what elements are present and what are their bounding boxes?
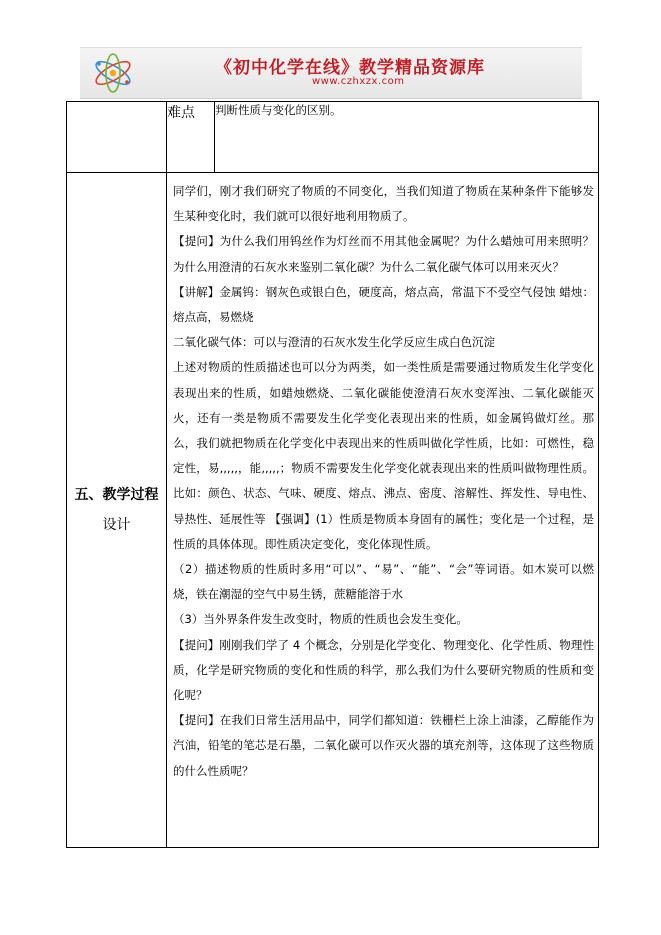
teaching-process-row	[67, 173, 599, 848]
atom-orbit-logo-icon	[90, 50, 136, 96]
lesson-plan-table	[66, 101, 599, 848]
paragraph-intro: 同学们，刚才我们研究了物质的不同变化，当我们知道了物质在某种条件下能够发生某种变化时，我们就可以很好地利用物质了。	[173, 184, 594, 224]
section-label	[67, 173, 167, 848]
header-banner	[80, 47, 582, 99]
teaching-content	[167, 173, 599, 848]
paragraph-point-3: （3）当外界条件发生改变时，物质的性质也会发生变化。	[173, 612, 468, 627]
paragraph-question-3: 【提问】在我们日常生活用品中，同学们都知道：铁栅栏上涂上油漆，乙醇能作为汽油，铅笔的笔芯是石墨，二氧化碳可以作灭火器的填充剂等，这体现了这些物质的什么性质呢？	[173, 713, 594, 778]
difficulty-label: 难点	[167, 102, 215, 173]
difficulty-text: 判断性质与变化的区别。	[215, 102, 599, 173]
paragraph-point-2: （2）描述物质的性质时多用“可以”、“易”、“能”、“会”等词语。如木炭可以燃烧，铁在潮湿的空气中易生锈，蔗糖能溶于水	[173, 562, 594, 602]
site-title: 《初中化学在线》教学精品资源库	[215, 58, 485, 78]
section-label-line2: 设计	[102, 517, 131, 533]
paragraph-explain: 【讲解】金属钨：钢灰色或银白色，硬度高，熔点高，常温下不受空气侵蚀 蜡烛：熔点高，易燃烧	[173, 284, 594, 325]
paragraph-properties: 上述对物质的性质描述也可以分为两类，如一类性质是需要通过物质发生化学变化表现出来的性质，如蜡烛燃烧、二氧化碳能使澄清石灰水变浑浊、二氧化碳能灭火，还有一类是物质不需要发生化学变化表现出来的性质，如金属钨做灯丝。那么，我们就把物质在化学变化中表现出来的性质叫做化学性质，比如：可燃性，稳定性，易,,,,,，能,,,,,；物质不需要发生化学变化就表现出来的性质叫做物理性质。比如：颜色、状态、气味、硬度、熔点、沸点、密度、溶解性、挥发性、导电性、导热性、延展性等 【强调】(1）性质是物质本身固有的属性；变化是一个过程，是性质的具体体现。即性质决定变化，变化体现性质。	[173, 360, 594, 551]
section-label-line1: 五、教学过程	[74, 487, 159, 503]
difficulty-row	[67, 102, 599, 173]
paragraph-co2: 二氧化碳气体：可以与澄清的石灰水发生化学反应生成白色沉淀	[173, 335, 495, 350]
paragraph-question-1: 【提问】为什么我们用钨丝作为灯丝而不用其他金属呢？为什么蜡烛可用来照明？为什么用澄清的石灰水来鉴别二氧化碳？为什么二氧化碳气体可以用来灭火？	[173, 234, 594, 274]
site-url: www.czhxzx.com	[312, 76, 405, 87]
empty-cell	[67, 102, 167, 173]
paragraph-question-2: 【提问】刚刚我们学了 4 个概念，分别是化学变化、物理变化、化学性质、物理性质，化学是研究物质的变化和性质的科学，那么我们为什么要研究物质的性质和变化呢？	[173, 637, 594, 703]
